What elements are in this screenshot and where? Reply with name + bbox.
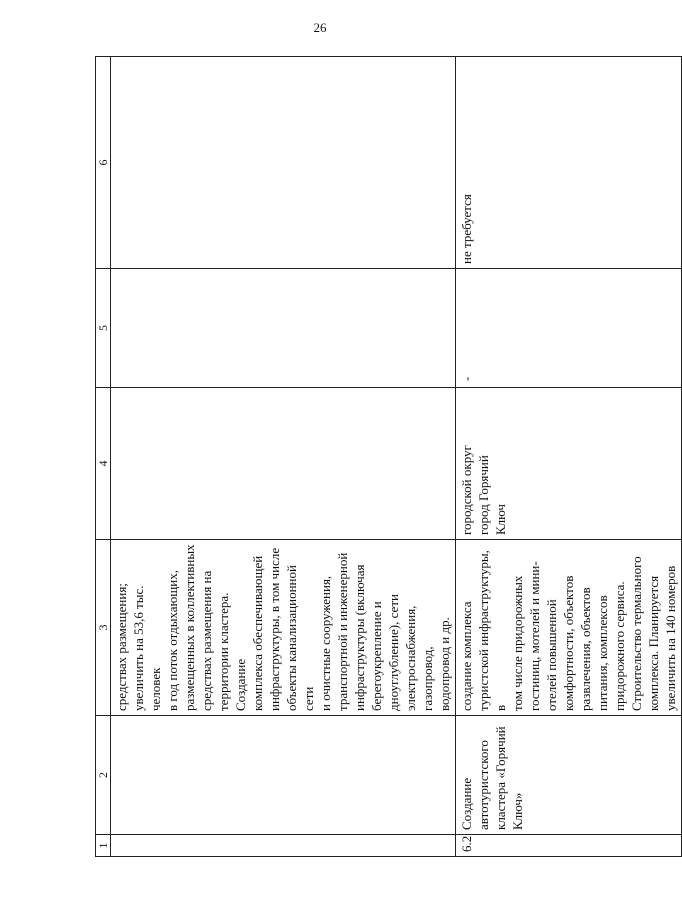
cell-6-2-location: городской округ город Горячий Ключ [456, 388, 682, 540]
header-cell-3: 3 [96, 540, 111, 716]
cell-6-2-number: 6.2 [456, 835, 682, 857]
rotated-table-sheet [95, 57, 678, 857]
cell-6-2-name: Создание автотуристского кластера «Горячий Ключ» [456, 716, 682, 835]
cell-continued-col1 [111, 835, 456, 857]
cell-6-2-description: создание комплекса туристской инфраструктуры, в том числе придорожных гостиниц, мотелей и мини- отелей повышенной комфортности, объектов развлечения, объектов питания, комплексов придорожного сервиса. Строительство термального комплекса. Планируется увеличить на 140 номеров [456, 540, 682, 716]
cell-continued-col2 [111, 716, 456, 835]
header-cell-2: 2 [96, 716, 111, 835]
cell-continued-col4 [111, 388, 456, 540]
cell-6-2-col5: - [456, 269, 682, 388]
header-cell-6: 6 [96, 57, 111, 269]
header-cell-5: 5 [96, 269, 111, 388]
cell-continued-col5 [111, 269, 456, 388]
header-cell-4: 4 [96, 388, 111, 540]
table-row-6-2 [456, 57, 682, 857]
table-rotator [95, 57, 678, 857]
cell-6-2-col6: не требуется [456, 57, 682, 269]
cell-continued-col3: средствах размещения; увеличить на 53,6 тыс. человек в год поток отдыхающих, размещенных в коллективных средствах размещения на территории кластера. Создание комплекса обеспечивающей инфраструктуры, в том числе объекты канализационной сети и очистные сооружения, транспортной и инженерной инфраструктуры (включая берегоукрепление и дноуглубление), сети электроснабжения, газопровод, водопровод и др. [111, 540, 456, 716]
table-header-row [96, 57, 111, 857]
cell-continued-col6 [111, 57, 456, 269]
header-cell-1: 1 [96, 835, 111, 857]
table-row-continued [111, 57, 456, 857]
page-number: 26 [313, 20, 327, 35]
program-table [95, 56, 682, 857]
